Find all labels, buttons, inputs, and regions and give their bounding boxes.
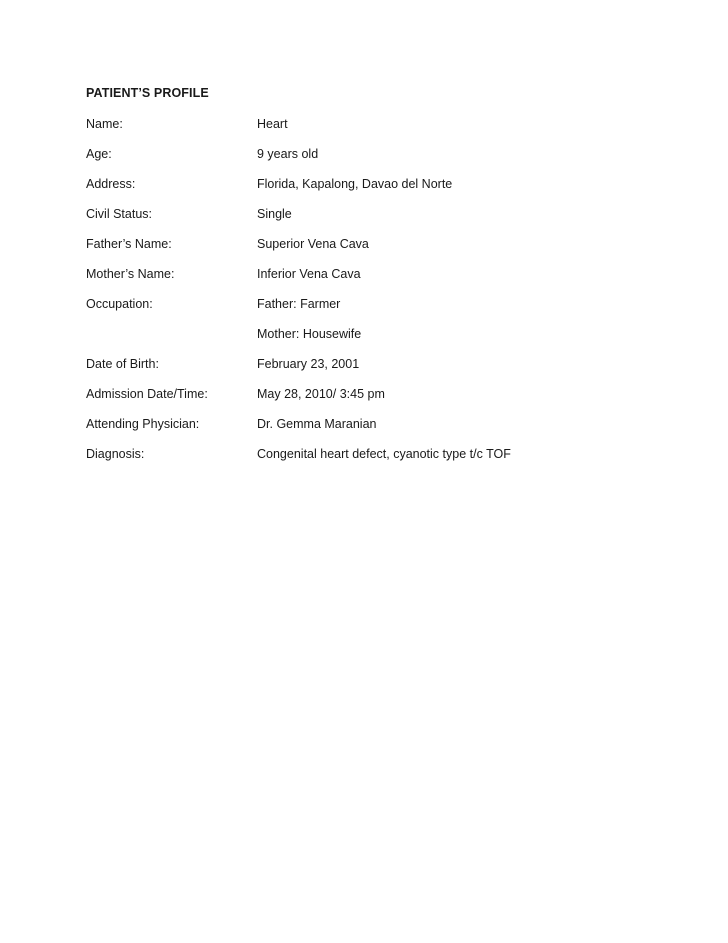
field-value: Heart bbox=[257, 117, 288, 131]
field-value: 9 years old bbox=[257, 147, 319, 161]
field-label: Attending Physician: bbox=[86, 417, 200, 431]
field-label: Father’s Name: bbox=[86, 237, 172, 251]
field-row-admission bbox=[86, 386, 646, 416]
field-label: Date of Birth: bbox=[86, 357, 159, 371]
field-row-diagnosis bbox=[86, 446, 646, 476]
field-label: Diagnosis: bbox=[86, 447, 145, 461]
field-value: Dr. Gemma Maranian bbox=[257, 417, 377, 431]
field-value: Father: Farmer bbox=[257, 297, 341, 311]
document-title: PATIENT’S PROFILE bbox=[86, 86, 209, 100]
field-label: Admission Date/Time: bbox=[86, 387, 208, 401]
field-label: Mother’s Name: bbox=[86, 267, 175, 281]
field-label: Address: bbox=[86, 177, 136, 191]
field-row-occupation bbox=[86, 296, 646, 326]
field-row-fathers-name bbox=[86, 236, 646, 266]
field-label: Age: bbox=[86, 147, 112, 161]
field-label: Civil Status: bbox=[86, 207, 152, 221]
field-label: Name: bbox=[86, 117, 123, 131]
field-row-mothers-name bbox=[86, 266, 646, 296]
field-value: February 23, 2001 bbox=[257, 357, 360, 371]
field-value: May 28, 2010/ 3:45 pm bbox=[257, 387, 385, 401]
field-row-physician bbox=[86, 416, 646, 446]
field-row-civil-status bbox=[86, 206, 646, 236]
field-row-address bbox=[86, 176, 646, 206]
field-value: Inferior Vena Cava bbox=[257, 267, 361, 281]
field-value: Single bbox=[257, 207, 292, 221]
profile-fields bbox=[86, 116, 646, 476]
field-label: Occupation: bbox=[86, 297, 153, 311]
field-row-name bbox=[86, 116, 646, 146]
field-value: Superior Vena Cava bbox=[257, 237, 369, 251]
field-row-date-of-birth bbox=[86, 356, 646, 386]
field-value: Congenital heart defect, cyanotic type t/c TOF bbox=[257, 447, 511, 461]
field-value: Mother: Housewife bbox=[257, 327, 362, 341]
field-row-occupation-continued bbox=[86, 326, 646, 356]
field-row-age bbox=[86, 146, 646, 176]
field-value: Florida, Kapalong, Davao del Norte bbox=[257, 177, 453, 191]
